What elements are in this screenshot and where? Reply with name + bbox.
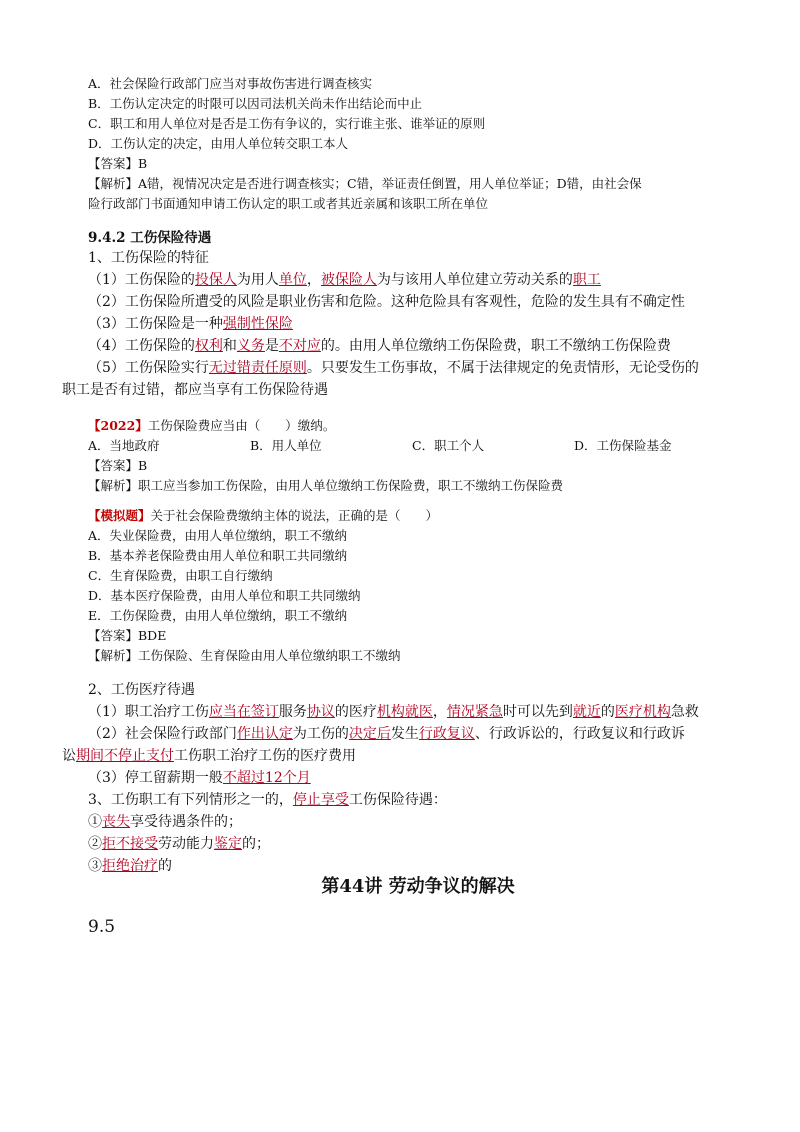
- feature-line-3: （3）工伤保险是一种强制性保险: [88, 316, 293, 332]
- stop-benefit-item-2: ②拒不接受劳动能力鉴定的；: [88, 836, 270, 852]
- option-a: A．社会保险行政部门应当对事故伤害进行调查核实: [88, 76, 373, 91]
- question-2022-stem: 【2022】工伤保险费应当由（ ）缴纳。: [88, 418, 336, 433]
- mock-option-e: E．工伤保险费，由用人单位缴纳，职工不缴纳: [88, 608, 348, 623]
- section-heading: 9.4.2 工伤保险待遇: [88, 230, 212, 246]
- analysis-line-2: 险行政部门书面通知申请工伤认定的职工或者其近亲属和该职工所在单位: [88, 196, 489, 211]
- mock-option-d: D．基本医疗保险费，由用人单位和职工共同缴纳: [88, 588, 361, 603]
- question-2022-option-b: B．用人单位: [250, 438, 322, 453]
- question-2022-option-a: A．当地政府: [88, 438, 160, 453]
- mock-option-c: C．生育保险费，由职工自行缴纳: [88, 568, 273, 583]
- analysis-line-1: 【解析】A错，视情况决定是否进行调查核实；C错，举证责任倒置，用人单位举证；D错，由社会保: [88, 176, 642, 191]
- feature-line-5: （5）工伤保险实行无过错责任原则。只要发生工伤事故，不属于法律规定的免责情形，无论受伤的: [88, 360, 699, 376]
- option-d: D．工伤认定的决定，由用人单位转交职工本人: [88, 136, 349, 151]
- stop-benefit-item-3: ③拒绝治疗的: [88, 858, 172, 874]
- question-2022-option-c: C．职工个人: [412, 438, 485, 453]
- question-2022-analysis: 【解析】职工应当参加工伤保险，由用人单位缴纳工伤保险费，职工不缴纳工伤保险费: [88, 478, 564, 493]
- subsection-title-2: 2、工伤医疗待遇: [88, 682, 195, 698]
- stop-benefit-title: 3、工伤职工有下列情形之一的，停止享受工伤保险待遇：: [88, 792, 447, 808]
- feature-line-6: 职工是否有过错，都应当享有工伤保险待遇: [62, 382, 328, 398]
- lecture-title: 第44讲 劳动争议的解决: [321, 876, 515, 897]
- option-b: B．工伤认定决定的时限可以因司法机关尚未作出结论而中止: [88, 96, 423, 111]
- medical-line-3: 讼期间不停止支付工伤职工治疗工伤的医疗费用: [62, 748, 356, 764]
- medical-line-2: （2）社会保险行政部门作出认定为工伤的决定后发生行政复议、行政诉讼的，行政复议和行政诉: [88, 726, 685, 742]
- question-2022-answer: 【答案】B: [88, 458, 148, 473]
- mock-analysis: 【解析】工伤保险、生育保险由用人单位缴纳职工不缴纳: [88, 648, 401, 663]
- subsection-title-1: 1、工伤保险的特征: [88, 250, 209, 266]
- mock-answer: 【答案】BDE: [88, 628, 167, 643]
- feature-line-2: （2）工伤保险所遭受的风险是职业伤害和危险。这种危险具有客观性，危险的发生具有不确定性: [88, 294, 685, 310]
- stop-benefit-item-1: ①丧失享受待遇条件的；: [88, 814, 242, 830]
- feature-line-4: （4）工伤保险的权利和义务是不对应的。由用人单位缴纳工伤保险费，职工不缴纳工伤保险费: [88, 338, 671, 354]
- option-c: C．职工和用人单位对是否是工伤有争议的，实行谁主张、谁举证的原则: [88, 116, 486, 131]
- mock-question-stem: 【模拟题】关于社会保险费缴纳主体的说法，正确的是（ ）: [88, 508, 439, 523]
- mock-option-b: B．基本养老保险费由用人单位和职工共同缴纳: [88, 548, 348, 563]
- question-2022-option-d: D．工伤保险基金: [574, 438, 672, 453]
- next-section-number: 9.5: [88, 917, 116, 937]
- answer: 【答案】B: [88, 156, 148, 171]
- medical-line-4: （3）停工留薪期一般不超过12个月: [88, 770, 311, 786]
- mock-option-a: A．失业保险费，由用人单位缴纳，职工不缴纳: [88, 528, 348, 543]
- feature-line-1: （1）工伤保险的投保人为用人单位，被保险人为与该用人单位建立劳动关系的职工: [88, 272, 601, 288]
- medical-line-1: （1）职工治疗工伤应当在签订服务协议的医疗机构就医，情况紧急时可以先到就近的医疗机构急救: [88, 704, 699, 720]
